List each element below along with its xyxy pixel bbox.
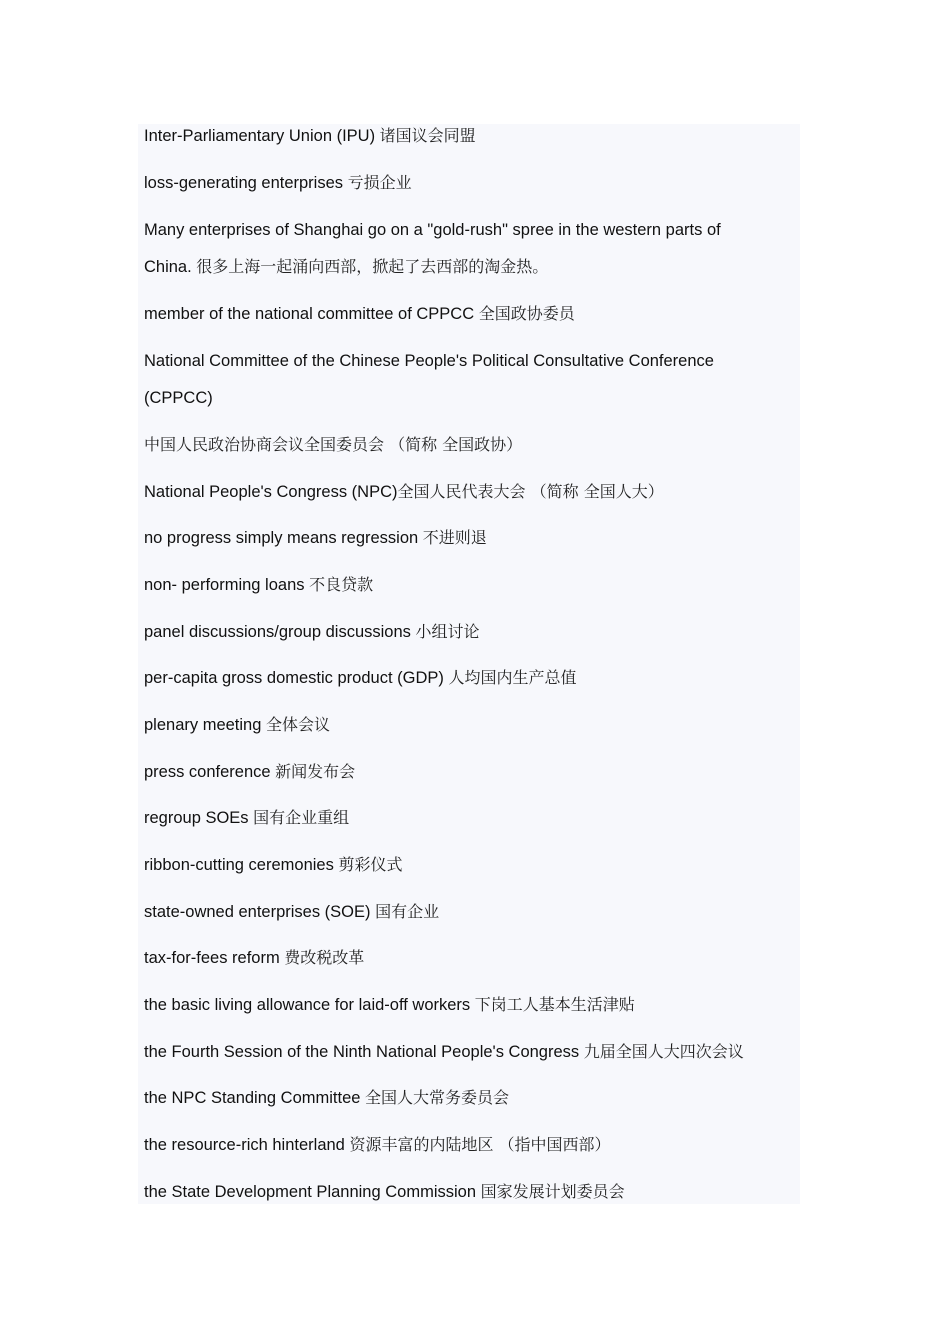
glossary-line <box>144 948 804 968</box>
glossary-line <box>144 435 804 455</box>
glossary-line <box>144 1182 804 1202</box>
term-english: non- performing loans <box>144 576 310 594</box>
term-chinese: 九届全国人大四次会议 <box>583 1042 744 1061</box>
glossary-line <box>144 482 804 502</box>
term-english: panel discussions/group discussions <box>144 623 416 641</box>
term-english: ribbon-cutting ceremonies <box>144 856 339 874</box>
term-chinese: 新闻发布会 <box>275 762 356 781</box>
glossary-line <box>144 528 804 548</box>
term-chinese: 国家发展计划委员会 <box>480 1182 625 1201</box>
glossary-line <box>144 855 804 875</box>
term-english: the State Development Planning Commission <box>144 1183 481 1201</box>
term-english: China. <box>144 258 197 276</box>
term-chinese: 中国人民政治协商会议全国委员会 （简称 全国政协） <box>144 435 523 454</box>
term-english: National Committee of the Chinese People's Political Consultative Conference <box>144 352 714 370</box>
glossary-line <box>144 808 804 828</box>
term-english: plenary meeting <box>144 716 266 734</box>
term-english: Many enterprises of Shanghai go on a "gold-rush" spree in the western parts of <box>144 221 721 239</box>
term-chinese: 诸国议会同盟 <box>379 126 476 145</box>
glossary-line <box>144 388 804 408</box>
term-chinese: 小组讨论 <box>415 622 480 641</box>
term-english: member of the national committee of CPPCC <box>144 305 479 323</box>
term-chinese: 费改税改革 <box>284 948 365 967</box>
glossary-line <box>144 668 804 688</box>
term-chinese: 全国政协委员 <box>478 304 575 323</box>
glossary-line <box>144 1135 804 1155</box>
glossary-line <box>144 220 804 240</box>
glossary-line <box>144 1088 804 1108</box>
term-english: no progress simply means regression <box>144 529 423 547</box>
glossary-line <box>144 1042 804 1062</box>
term-english: regroup SOEs <box>144 809 254 827</box>
term-english: loss-generating enterprises <box>144 174 348 192</box>
term-chinese: 不进则退 <box>422 528 487 547</box>
glossary-line <box>144 902 804 922</box>
term-chinese: 全体会议 <box>266 715 331 734</box>
term-chinese: 全国人民代表大会 （简称 全国人大） <box>397 482 664 501</box>
glossary-line <box>144 257 804 277</box>
term-chinese: 亏损企业 <box>347 173 412 192</box>
term-english: the NPC Standing Committee <box>144 1089 366 1107</box>
term-english: Inter-Parliamentary Union (IPU) <box>144 127 380 145</box>
term-chinese: 不良贷款 <box>309 575 374 594</box>
term-english: the Fourth Session of the Ninth National People's Congress <box>144 1043 584 1061</box>
glossary-line <box>144 995 804 1015</box>
term-chinese: 剪彩仪式 <box>338 855 403 874</box>
glossary-line <box>144 351 804 371</box>
term-english: per-capita gross domestic product (GDP) <box>144 669 449 687</box>
term-chinese: 国有企业重组 <box>253 808 350 827</box>
term-english: National People's Congress (NPC) <box>144 483 398 501</box>
term-english: (CPPCC) <box>144 389 213 407</box>
term-chinese: 国有企业 <box>375 902 440 921</box>
glossary-line <box>144 173 804 193</box>
glossary-line <box>144 715 804 735</box>
term-english: press conference <box>144 763 276 781</box>
glossary-line <box>144 126 804 146</box>
term-chinese: 很多上海一起涌向西部，掀起了去西部的淘金热。 <box>196 257 549 276</box>
term-english: the resource-rich hinterland <box>144 1136 350 1154</box>
term-english: tax-for-fees reform <box>144 949 285 967</box>
term-chinese: 全国人大常务委员会 <box>365 1088 510 1107</box>
term-chinese: 资源丰富的内陆地区 （指中国西部） <box>349 1135 611 1154</box>
term-english: the basic living allowance for laid-off workers <box>144 996 475 1014</box>
glossary-line <box>144 622 804 642</box>
glossary-line <box>144 575 804 595</box>
term-chinese: 下岗工人基本生活津贴 <box>474 995 635 1014</box>
glossary-line <box>144 762 804 782</box>
term-english: state-owned enterprises (SOE) <box>144 903 376 921</box>
term-chinese: 人均国内生产总值 <box>448 668 577 687</box>
glossary-line <box>144 304 804 324</box>
